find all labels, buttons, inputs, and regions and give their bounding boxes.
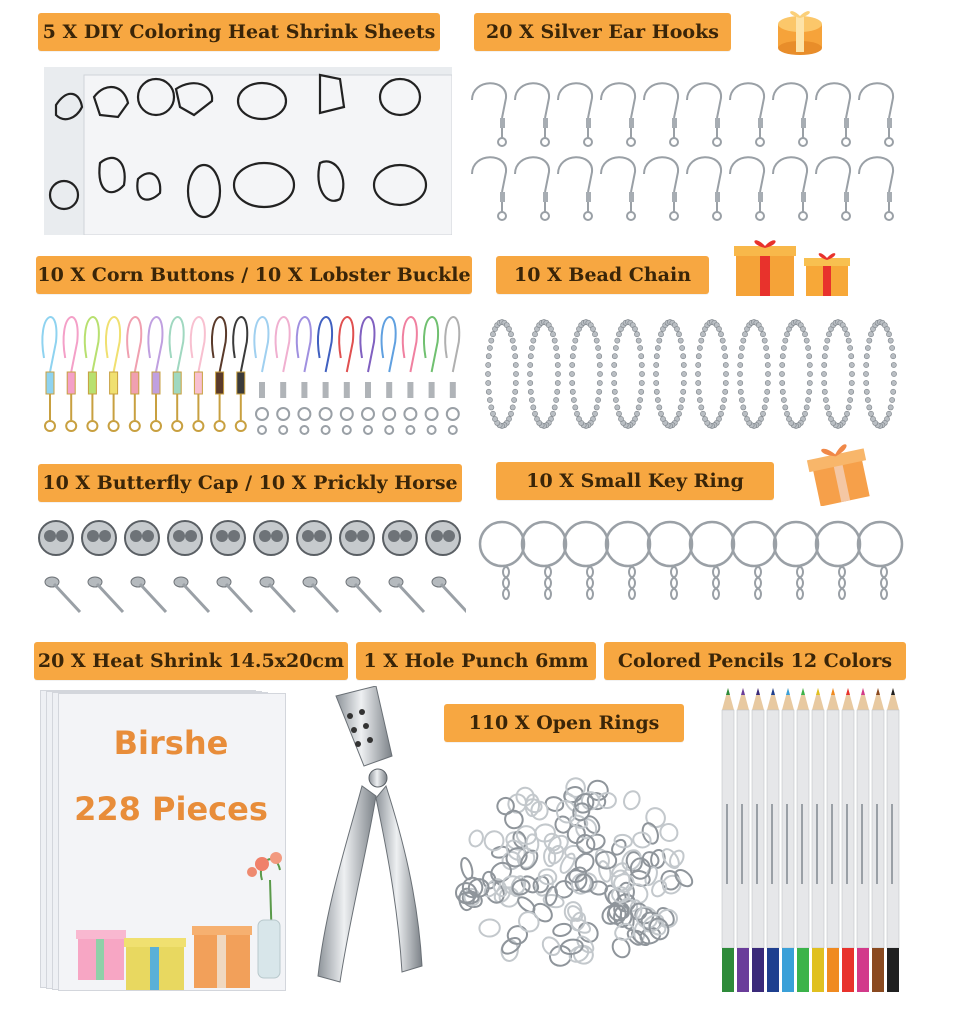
pencil-icon <box>722 688 734 992</box>
lanyard-icon <box>445 317 459 434</box>
lanyard-icon <box>85 317 99 431</box>
lanyard-icon <box>212 317 226 431</box>
lanyard-icon <box>42 317 56 431</box>
key-rings-image <box>478 520 904 610</box>
open-ring-icon <box>657 820 681 844</box>
pencil-icon <box>782 688 794 992</box>
bead-chain-icon <box>569 319 602 428</box>
piece-count: 228 Pieces <box>74 790 268 828</box>
lanyards-image <box>36 302 466 442</box>
open-ring-icon <box>649 878 669 899</box>
open-ring-icon <box>552 922 572 938</box>
open-ring-icon <box>621 789 642 812</box>
bead-chain-icon <box>653 319 686 428</box>
key-ring-icon <box>774 522 818 599</box>
gift-box-icon <box>804 432 874 506</box>
ear-hook-icon <box>816 83 850 146</box>
lanyard-icon <box>382 317 396 434</box>
prickly-horse-icon <box>131 577 166 612</box>
lanyard-icon <box>64 317 78 431</box>
label-heat-shrink: 20 X Heat Shrink 14.5x20cm <box>34 642 348 680</box>
bead-chain-icon <box>779 319 812 428</box>
key-ring-icon <box>858 522 902 599</box>
label-pencils: Colored Pencils 12 Colors <box>604 642 906 680</box>
open-ring-icon <box>494 795 517 817</box>
bead-chain-icon <box>737 319 770 428</box>
prickly-horse-icon <box>432 577 466 612</box>
key-ring-icon <box>606 522 650 599</box>
ear-hook-icon <box>644 157 678 220</box>
pencil-icon <box>767 688 779 992</box>
open-ring-icon <box>499 935 523 957</box>
pencil-icon <box>752 688 764 992</box>
lanyard-icon <box>233 317 247 431</box>
butterfly-cap-icon <box>383 521 417 555</box>
butterfly-caps-image <box>36 516 466 620</box>
key-ring-icon <box>480 522 524 599</box>
label-butterfly-cap: 10 X Butterfly Cap / 10 X Prickly Horse <box>38 464 462 502</box>
bead-chain-icon <box>527 319 560 428</box>
label-shrink-sheets: 5 X DIY Coloring Heat Shrink Sheets <box>38 13 440 51</box>
open-ring-icon <box>515 908 542 935</box>
label-bead-chain: 10 X Bead Chain <box>496 256 709 294</box>
ear-hook-icon <box>773 157 807 220</box>
butterfly-cap-icon <box>254 521 288 555</box>
ear-hooks-image <box>462 72 902 224</box>
open-ring-icon <box>558 851 578 875</box>
gift-box-icon <box>734 236 850 298</box>
ear-hook-icon <box>816 157 850 220</box>
pencil-icon <box>737 688 749 992</box>
label-ear-hooks: 20 X Silver Ear Hooks <box>474 13 731 51</box>
ear-hook-icon <box>515 157 549 220</box>
key-ring-icon <box>564 522 608 599</box>
open-ring-icon <box>632 831 652 849</box>
open-ring-icon <box>506 924 530 947</box>
key-ring-icon <box>816 522 860 599</box>
bead-chain-icon <box>863 319 896 428</box>
ear-hook-icon <box>515 83 549 146</box>
butterfly-cap-icon <box>340 521 374 555</box>
ear-hook-icon <box>601 83 635 146</box>
key-ring-icon <box>522 522 566 599</box>
key-ring-icon <box>732 522 776 599</box>
bead-chains-image <box>482 316 902 434</box>
lanyard-icon <box>318 317 332 434</box>
lanyard-icon <box>424 317 438 434</box>
lanyard-icon <box>339 317 353 434</box>
ear-hook-icon <box>472 83 506 146</box>
ear-hook-icon <box>687 83 721 146</box>
lanyard-icon <box>191 317 205 431</box>
prickly-horse-icon <box>346 577 381 612</box>
butterfly-cap-icon <box>426 521 460 555</box>
shrink-sheets-image <box>44 67 452 235</box>
prickly-horse-icon <box>303 577 338 612</box>
pencil-icon <box>812 688 824 992</box>
butterfly-cap-icon <box>211 521 245 555</box>
pencil-icon <box>842 688 854 992</box>
key-ring-icon <box>690 522 734 599</box>
prickly-horse-icon <box>260 577 295 612</box>
pencil-icon <box>797 688 809 992</box>
ear-hook-icon <box>601 157 635 220</box>
prickly-horse-icon <box>45 577 80 612</box>
butterfly-cap-icon <box>297 521 331 555</box>
label-open-rings: 110 X Open Rings <box>444 704 684 742</box>
lanyard-icon <box>170 317 184 431</box>
bead-chain-icon <box>611 319 644 428</box>
butterfly-cap-icon <box>82 521 116 555</box>
ear-hook-icon <box>730 157 764 220</box>
lanyard-icon <box>297 317 311 434</box>
bead-chain-icon <box>821 319 854 428</box>
bead-chain-icon <box>695 319 728 428</box>
open-rings-image <box>442 770 704 982</box>
pencil-icon <box>872 688 884 992</box>
lanyard-icon <box>106 317 120 431</box>
label-corn-buttons: 10 X Corn Buttons / 10 X Lobster Buckle <box>36 256 472 294</box>
ear-hook-icon <box>644 83 678 146</box>
prickly-horse-icon <box>217 577 252 612</box>
hole-punch-icon <box>306 686 432 992</box>
lanyard-icon <box>127 317 141 431</box>
pencil-icon <box>827 688 839 992</box>
butterfly-cap-icon <box>125 521 159 555</box>
open-ring-icon <box>467 829 485 849</box>
lanyard-icon <box>148 317 162 431</box>
open-ring-icon <box>672 867 695 890</box>
pencil-icon <box>857 688 869 992</box>
brand-name: Birshe <box>113 724 229 762</box>
ear-hook-icon <box>687 157 721 220</box>
bead-chain-icon <box>485 319 518 428</box>
open-ring-icon <box>572 850 597 875</box>
ear-hook-icon <box>558 157 592 220</box>
heat-shrink-package <box>40 690 284 990</box>
ear-hook-icon <box>472 157 506 220</box>
key-ring-icon <box>648 522 692 599</box>
lanyard-icon <box>276 317 290 434</box>
ear-hook-icon <box>730 83 764 146</box>
ear-hook-icon <box>859 83 893 146</box>
open-ring-icon <box>539 934 563 958</box>
lanyard-icon <box>254 317 268 434</box>
butterfly-cap-icon <box>168 521 202 555</box>
prickly-horse-icon <box>174 577 209 612</box>
label-hole-punch: 1 X Hole Punch 6mm <box>356 642 596 680</box>
ear-hook-icon <box>558 83 592 146</box>
gift-box-icon <box>772 4 828 56</box>
lanyard-icon <box>360 317 374 434</box>
colored-pencils-image <box>714 684 910 996</box>
label-key-ring: 10 X Small Key Ring <box>496 462 774 500</box>
prickly-horse-icon <box>88 577 123 612</box>
lanyard-icon <box>403 317 417 434</box>
open-ring-icon <box>481 828 507 854</box>
gift-box-icon <box>76 840 284 990</box>
open-ring-icon <box>479 919 501 937</box>
butterfly-cap-icon <box>39 521 73 555</box>
open-ring-icon <box>597 860 613 883</box>
pencil-icon <box>887 688 899 992</box>
prickly-horse-icon <box>389 577 424 612</box>
ear-hook-icon <box>859 157 893 220</box>
ear-hook-icon <box>773 83 807 146</box>
